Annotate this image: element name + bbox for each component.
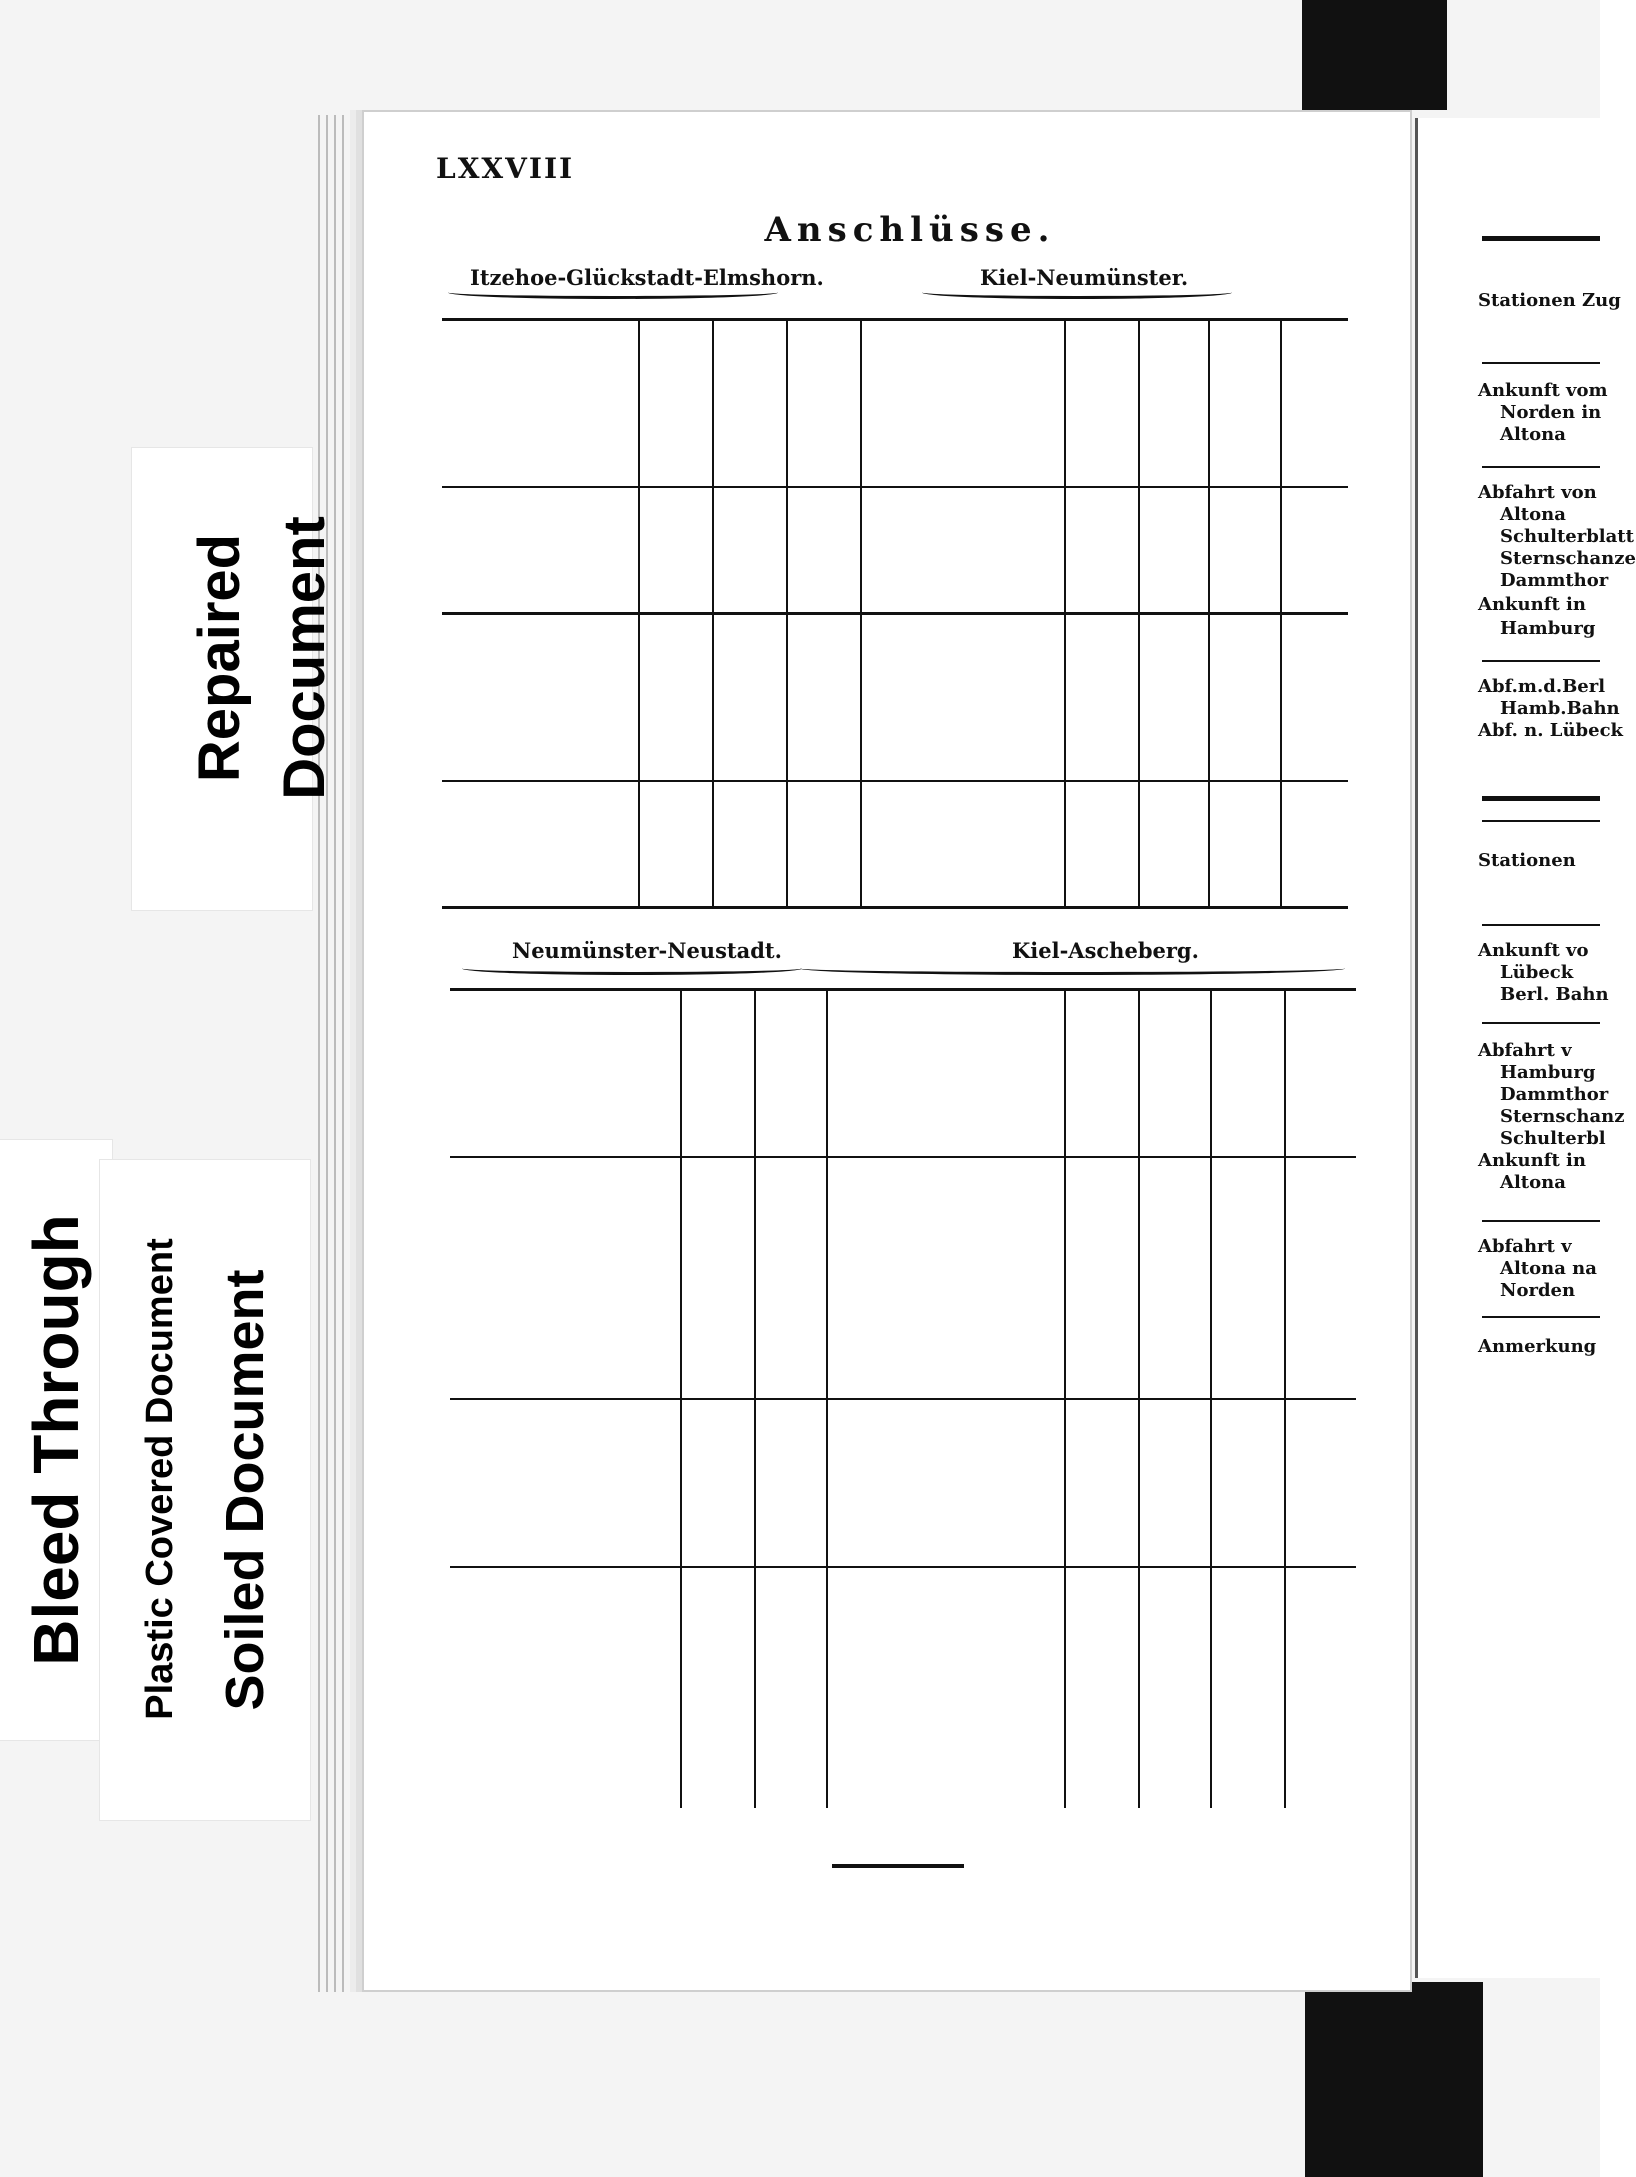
facing-page-rule <box>1482 796 1600 801</box>
section-title-kiel-ascheberg: Kiel-Ascheberg. <box>1012 938 1199 963</box>
train-type-header <box>1100 620 1128 738</box>
facing-page-line: Hamb.Bahn <box>1500 698 1620 719</box>
column-rule <box>860 612 862 906</box>
facing-page-line: Hamburg <box>1500 618 1596 639</box>
table-rule <box>442 780 1348 782</box>
facing-page-line: Norden <box>1500 1280 1576 1301</box>
facing-page-line: Schulterblatt <box>1500 526 1634 547</box>
label-card-plastic-soiled <box>100 1160 310 1820</box>
page-edge <box>318 115 320 1992</box>
train-type-header <box>676 326 704 444</box>
column-rule <box>1208 318 1210 612</box>
table-rule <box>450 1398 1356 1400</box>
train-type-header <box>718 996 746 1114</box>
facing-page-line: Stationen Zug <box>1478 290 1621 311</box>
facing-page-line: Ankunft vo <box>1478 940 1589 961</box>
column-rule <box>860 318 862 612</box>
facing-page-rule <box>1482 1220 1600 1222</box>
section-title-kiel-neumuenster: Kiel-Neumünster. <box>980 265 1189 290</box>
facing-page-line: Dammthor <box>1500 1084 1609 1105</box>
facing-page-rule <box>1482 362 1600 364</box>
train-type-header <box>792 996 820 1114</box>
table-rule <box>442 318 1348 321</box>
facing-page-line: Ankunft in <box>1478 594 1586 615</box>
column-rule <box>1138 1398 1140 1808</box>
column-rule <box>638 318 640 612</box>
facing-page-line: Norden in <box>1500 402 1602 423</box>
title-flourish <box>800 962 1345 975</box>
train-type-header <box>718 1406 746 1524</box>
train-type-header <box>1244 326 1272 444</box>
column-rule <box>1064 318 1066 612</box>
column-rule <box>754 988 756 1398</box>
facing-page-rule <box>1482 236 1600 241</box>
column-rule <box>1280 612 1282 906</box>
facing-page-line: Abf.m.d.Berl <box>1478 676 1606 697</box>
train-type-header <box>1174 326 1202 444</box>
facing-page-rule <box>1482 466 1600 468</box>
train-type-header <box>1174 996 1202 1114</box>
train-type-header <box>792 1406 820 1524</box>
train-type-header <box>1246 996 1274 1114</box>
column-rule <box>1280 318 1282 612</box>
table-rule <box>442 612 1348 615</box>
column-rule <box>1064 612 1066 906</box>
train-type-header <box>676 620 704 738</box>
facing-page-line: Sternschanze <box>1500 548 1636 569</box>
facing-page-line: Lübeck <box>1500 962 1574 983</box>
scanner-strip-top <box>1302 0 1447 110</box>
column-rule <box>1138 988 1140 1398</box>
title-flourish <box>448 286 778 299</box>
table-rule <box>442 486 1348 488</box>
train-type-header <box>824 326 852 444</box>
train-type-header <box>1174 620 1202 738</box>
column-rule <box>826 988 828 1398</box>
facing-page-line: Schulterbl <box>1500 1128 1606 1149</box>
column-rule <box>1210 988 1212 1398</box>
facing-page-line: Abfahrt v <box>1478 1236 1572 1257</box>
facing-page-rule <box>1482 1022 1600 1024</box>
train-type-header <box>1244 620 1272 738</box>
label-repaired-line2: Document <box>272 516 337 800</box>
train-type-header <box>750 326 778 444</box>
label-soiled: Soiled Document <box>215 1269 275 1711</box>
end-rule <box>832 1864 964 1868</box>
facing-page-line: Altona <box>1500 1172 1566 1193</box>
label-card-bleed <box>0 1140 112 1740</box>
column-rule <box>1138 612 1140 906</box>
column-rule <box>1138 318 1140 612</box>
column-rule <box>1210 1398 1212 1808</box>
facing-page-line: Stationen <box>1478 850 1576 871</box>
facing-page-line: Altona <box>1500 504 1566 525</box>
label-repaired-line1: Repaired <box>187 533 252 783</box>
facing-page-line: Abfahrt von <box>1478 482 1597 503</box>
column-rule <box>1064 1398 1066 1808</box>
table-rule <box>450 1156 1356 1158</box>
train-type-header <box>1100 996 1128 1114</box>
table-rule <box>442 906 1348 909</box>
scanner-strip-bottom <box>1305 1982 1483 2177</box>
table-rule <box>450 988 1356 991</box>
facing-page-rule <box>1482 924 1600 926</box>
train-type-header <box>1316 326 1344 444</box>
train-type-header <box>1100 1406 1128 1524</box>
section-title-neumuenster-neustadt: Neumünster-Neustadt. <box>512 938 782 963</box>
facing-page-rule <box>1482 1316 1600 1318</box>
facing-page-line: Altona <box>1500 424 1566 445</box>
facing-page-line: Ankunft vom <box>1478 380 1608 401</box>
section-title-itzehoe: Itzehoe-Glückstadt-Elmshorn. <box>470 265 824 290</box>
train-type-header <box>824 620 852 738</box>
facing-page-line: Anmerkung <box>1478 1336 1597 1357</box>
label-bleed-through: Bleed Through <box>20 1214 92 1666</box>
label-card-repaired <box>132 448 337 910</box>
train-type-header <box>750 620 778 738</box>
facing-page-line: Berl. Bahn <box>1500 984 1609 1005</box>
title-flourish <box>922 286 1232 299</box>
column-rule <box>826 1398 828 1808</box>
column-rule <box>786 318 788 612</box>
facing-page-line: Abf. n. Lübeck <box>1478 720 1624 741</box>
column-rule <box>1284 988 1286 1398</box>
page-edge <box>326 115 328 1992</box>
page-number: LXXVIII <box>436 152 575 185</box>
train-type-header <box>1316 620 1344 738</box>
column-rule <box>712 318 714 612</box>
facing-page-line: Abfahrt v <box>1478 1040 1572 1061</box>
facing-page-rule <box>1482 660 1600 662</box>
column-rule <box>1284 1398 1286 1808</box>
column-rule <box>712 612 714 906</box>
facing-page-rule <box>1482 820 1600 822</box>
column-rule <box>1208 612 1210 906</box>
train-type-header <box>1320 1406 1348 1524</box>
page-edge <box>342 115 344 1992</box>
facing-page-line: Altona na <box>1500 1258 1597 1279</box>
column-rule <box>786 612 788 906</box>
column-rule <box>1064 988 1066 1398</box>
table-rule <box>450 1566 1356 1568</box>
column-rule <box>680 1398 682 1808</box>
column-rule <box>638 612 640 906</box>
train-type-header <box>1174 1406 1202 1524</box>
train-type-header <box>1246 1406 1274 1524</box>
facing-page-line: Sternschanz <box>1500 1106 1625 1127</box>
train-type-header <box>1320 996 1348 1114</box>
label-plastic-covered: Plastic Covered Document <box>139 1238 181 1720</box>
column-rule <box>754 1398 756 1808</box>
column-rule <box>680 988 682 1398</box>
facing-page-line: Dammthor <box>1500 570 1609 591</box>
page-edge <box>334 115 336 1992</box>
page-title: Anschlüsse. <box>764 210 1056 250</box>
train-type-header <box>1100 326 1128 444</box>
facing-page-line: Ankunft in <box>1478 1150 1586 1171</box>
title-flourish <box>462 962 802 975</box>
facing-page-line: Hamburg <box>1500 1062 1596 1083</box>
